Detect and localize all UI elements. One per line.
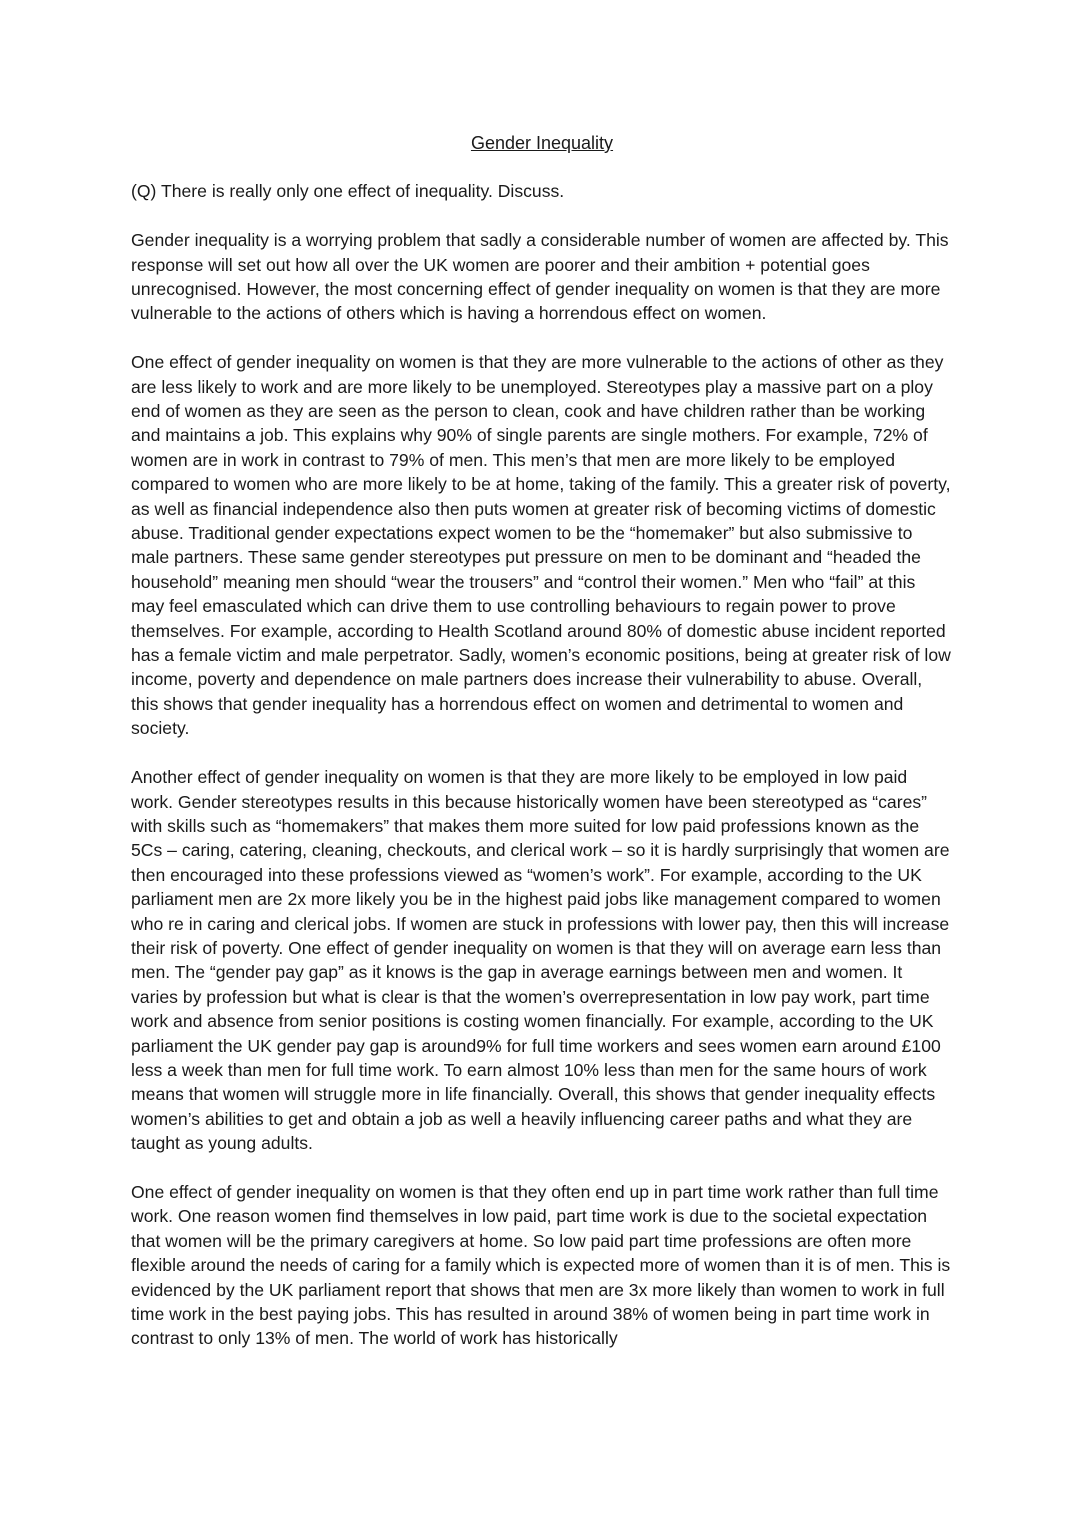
paragraph-low-paid-work: Another effect of gender inequality on women is that they are more likely to be employed in low paid work. Gender stereotypes results in this because historically women have been stereotyped as “cares” with skills such as “homemakers” that makes them more suited for low paid professions known as the 5Cs – caring, catering, cleaning, checkouts, and clerical work – so it is hardly surprisingly that women are then encouraged into these professions viewed as “women’s work”. For example, according to the UK parliament men are 2x more likely you be in the highest paid jobs like management compared to women who re in caring and clerical jobs. If women are stuck in professions with lower pay, then this will increase their risk of poverty. One effect of gender inequality on women is that they will on average earn less than men. The “gender pay gap” as it knows is the gap in average earnings between men and women. It varies by profession but what is clear is that the women’s overrepresentation in low pay work, part time work and absence from senior positions is costing women financially. For example, according to the UK parliament the UK gender pay gap is around9% for full time workers and sees women earn around £100 less a week than men for full time work. To earn almost 10% less than men for the same hours of work means that women will struggle more in life financially. Overall, this shows that gender inequality effects women’s abilities to get and obtain a job as well a heavily influencing career paths and what they are taught as young adults.	[131, 767, 950, 1154]
document-title: Gender Inequality	[470, 133, 614, 153]
paragraph-vulnerability: One effect of gender inequality on women is that they are more vulnerable to the actions of other as they are less likely to work and are more likely to be unemployed. Stereotypes play a massive part on a ploy end of women as they are seen as the person to clean, cook and have children rather than be working and maintains a job. This explains why 90% of single parents are single mothers. For example, 72% of women are in work in contrast to 79% of men. This men’s that men are more likely to be employed compared to women who are more likely to be at home, taking of the family. This a greater risk of poverty, as well as financial independence also then puts women at greater risk of becoming victims of domestic abuse. Traditional gender expectations expect women to be the “homemaker” but also submissive to male partners. These same gender stereotypes put pressure on men to be dominant and “headed the household” meaning men should “wear the trousers” and “control their women.” Men who “fail” at this may feel emasculated which can drive them to use controlling behaviours to regain power to prove themselves. For example, according to Health Scotland around 80% of domestic abuse incident reported has a female victim and male perpetrator. Sadly, women’s economic positions, being at greater risk of low income, poverty and dependence on male partners does increase their vulnerability to abuse. Overall, this shows that gender inequality has a horrendous effect on women and detrimental to women and society.	[131, 352, 951, 739]
document-page	[131, 131, 953, 1351]
paragraph-part-time-work: One effect of gender inequality on women is that they often end up in part time work rather than full time work. One reason women find themselves in low paid, part time work is due to the societal expectation that women will be the primary caregivers at home. So low paid part time professions are often more flexible around the needs of caring for a family which is expected more of women than it is of men. This is evidenced by the UK parliament report that shows that men are 3x more likely than women to work in full time work in the best paying jobs. This has resulted in around 38% of women being in part time work in contrast to only 13% of men. The world of work has historically	[131, 1181, 951, 1349]
paragraph-introduction: Gender inequality is a worrying problem that sadly a considerable number of women are affected by. This response will set out how all over the UK women are poorer and their ambition + potential goes unrecognised. However, the most concerning effect of gender inequality on women is that they are more vulnerable to the actions of others which is having a horrendous effect on women.	[131, 230, 949, 324]
essay-question: (Q) There is really only one effect of inequality. Discuss.	[131, 181, 565, 202]
